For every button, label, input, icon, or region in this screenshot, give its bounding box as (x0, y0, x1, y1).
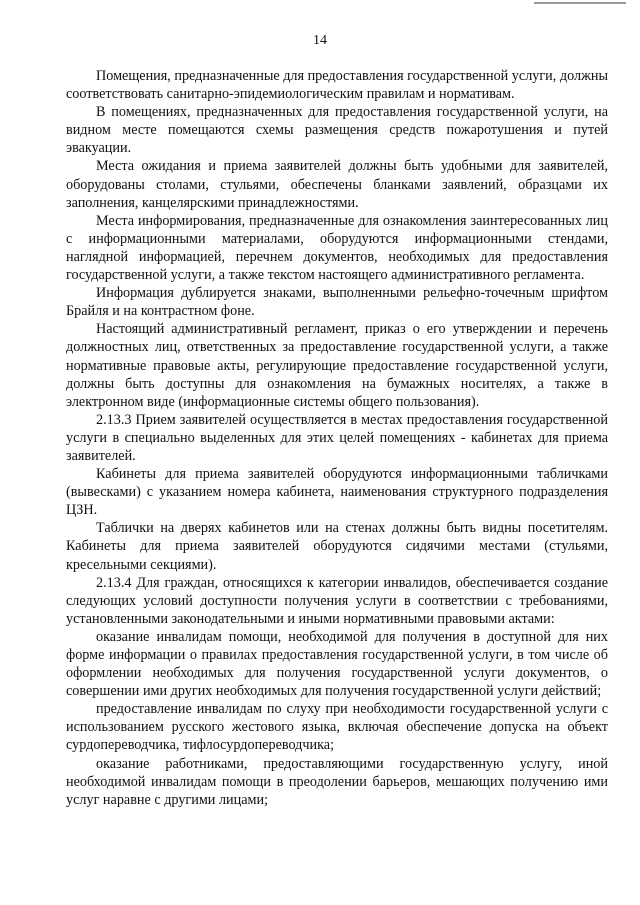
list-item-sign-language: предоставление инвалидам по слуху при необходимости государственной услуги с использованием русского жестового языка, включая обеспечение допуска на объект сурдопереводчика, тифлосурдопереводчика; (66, 701, 608, 754)
paragraph-waiting-places: Места ожидания и приема заявителей должны быть удобными для заявителей, оборудованы столами, стульями, обеспечены бланками заявлений, образцами их заполнения, канцелярскими принадлежностями. (66, 158, 608, 211)
paragraph-office-signs: Кабинеты для приема заявителей оборудуются информационными табличками (вывесками) с указанием номера кабинета, наименования структурного подразделения ЦЗН. (66, 466, 608, 519)
paragraph-premises-sanitary: Помещения, предназначенные для предоставления государственной услуги, должны соответствовать санитарно-эпидемиологическим правилам и нормативам. (66, 68, 609, 103)
paragraph-braille: Информация дублируется знаками, выполненными рельефно-точечным шрифтом Брайля и на контрастном фоне. (66, 285, 608, 320)
paragraph-fire-evacuation-schemes: В помещениях, предназначенных для предоставления государственной услуги, на видном месте помещаются схемы размещения средств пожаротушения и путей эвакуации. (66, 104, 608, 157)
list-item-barrier-assistance: оказание работниками, предоставляющими государственную услугу, иной необходимой инвалидам помощи в преодолении барьеров, мешающих получению ими услуг наравне с другими лицами; (66, 755, 608, 808)
list-item-assistance-information: оказание инвалидам помощи, необходимой для получения в доступной для них форме информации о правилах предоставления государственной услуги, в том числе об оформлении необходимых для получения государственной услуги документов, о совершении ими других необходимых для получения государственной услуги действий; (66, 628, 608, 700)
page-number: 14 (313, 33, 327, 48)
scan-corner-mark (534, 2, 626, 4)
paragraph-2-13-3: 2.13.3 Прием заявителей осуществляется в местах предоставления государственной услуги в специально выделенных для этих целей помещениях - кабинетах для приема заявителей. (66, 411, 608, 464)
paragraph-information-places: Места информирования, предназначенные для ознакомления заинтересованных лиц с информационными материалами, оборудуются информационными стендами, наглядной информацией, перечнем документов, необходимых для предоставления государственной услуги, а также текстом настоящего административного регламента. (66, 212, 608, 284)
paragraph-door-plates: Таблички на дверях кабинетов или на стенах должны быть видны посетителям. Кабинеты для приема заявителей оборудуются сидячими местами (стульями, кресельными секциями). (66, 520, 608, 573)
paragraph-2-13-4: 2.13.4 Для граждан, относящихся к категории инвалидов, обеспечивается создание следующих условий доступности получения услуги в соответствии с требованиями, установленными законодательными и иными нормативными правовыми актами: (66, 574, 608, 627)
document-body (66, 67, 608, 809)
paragraph-regulation-availability: Настоящий административный регламент, приказ о его утверждении и перечень должностных лиц, ответственных за предоставление государственной услуги, а также нормативные правовые акты, регулирующие предоставление государственной услуги, должны быть доступны для ознакомления на бумажных носителях, а также в электронном виде (информационные системы общего пользования). (66, 321, 608, 410)
